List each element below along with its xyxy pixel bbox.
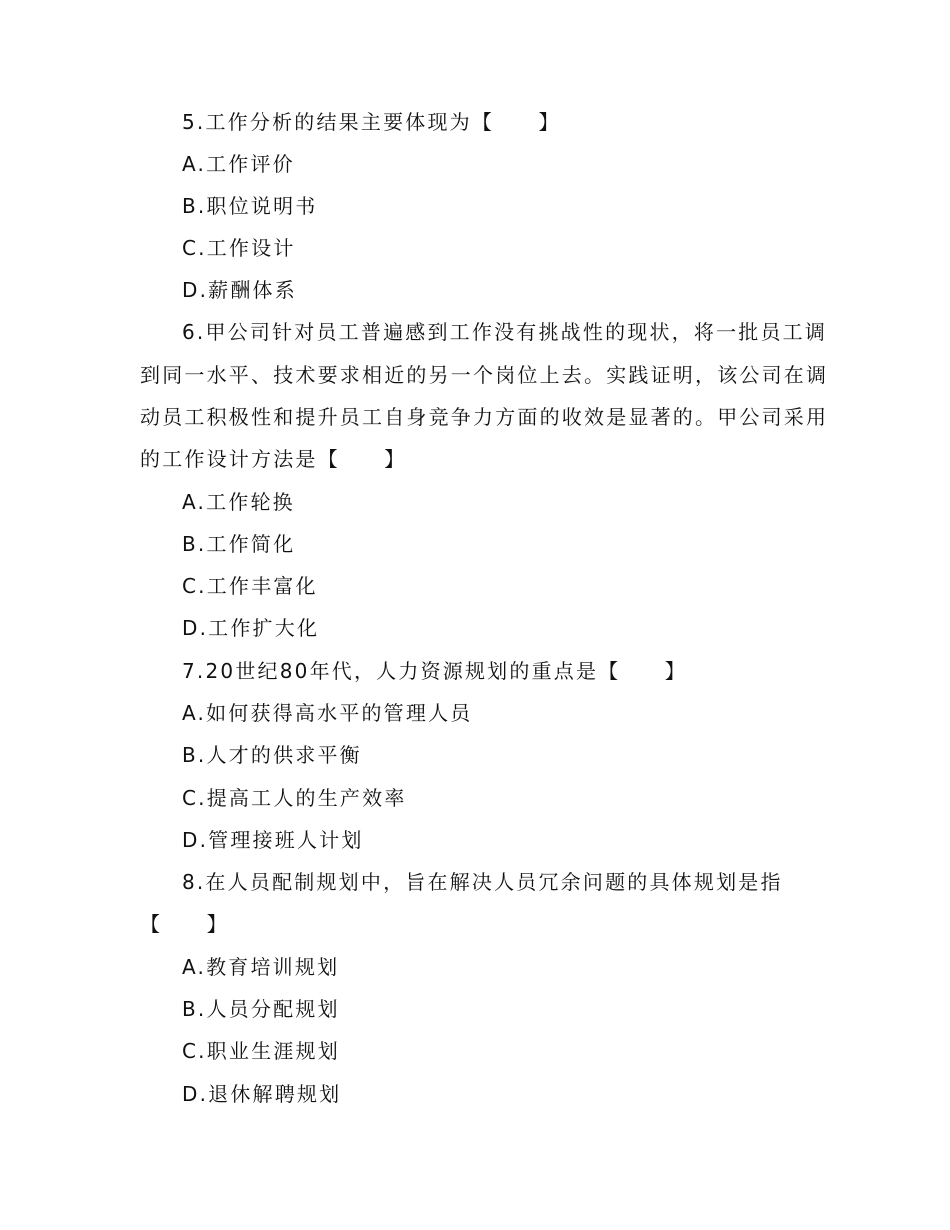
question-7-option-c: C.提高工人的生产效率 [182,786,407,810]
question-8-stem-line-1: 8.在人员配制规划中，旨在解决人员冗余问题的具体规划是指 [182,870,783,894]
question-8-option-b: B.人员分配规划 [182,997,340,1021]
question-5-option-c: C.工作设计 [182,236,296,260]
question-6-option-a: A.工作轮换 [182,490,295,514]
question-7-stem: 7.20世纪80年代，人力资源规划的重点是【 】 [182,659,687,683]
question-8-stem-line-2: 【 】 [140,912,229,936]
question-6-stem-line-4: 的工作设计方法是【 】 [140,447,407,471]
question-5-stem: 5.工作分析的结果主要体现为【 】 [182,110,561,134]
question-6-option-c: C.工作丰富化 [182,574,318,598]
question-6-stem-line-1: 6.甲公司针对员工普遍感到工作没有挑战性的现状，将一批员工调 [182,320,828,344]
question-5-option-b: B.职位说明书 [182,194,318,218]
question-7-option-a: A.如何获得高水平的管理人员 [182,701,473,725]
question-7-option-b: B.人才的供求平衡 [182,743,362,767]
question-8-option-a: A.教育培训规划 [182,955,340,979]
question-6-option-b: B.工作简化 [182,532,296,556]
question-6-stem-line-2: 到同一水平、技术要求相近的另一个岗位上去。实践证明，该公司在调 [140,363,829,387]
question-6-option-d: D.工作扩大化 [182,616,320,640]
question-7-option-d: D.管理接班人计划 [182,828,364,852]
question-8-option-d: D.退休解聘规划 [182,1082,342,1106]
question-6-stem-line-3: 动员工积极性和提升员工自身竞争力方面的收效是显著的。甲公司采用 [140,405,829,429]
question-8-option-c: C.职业生涯规划 [182,1039,340,1063]
question-5-option-a: A.工作评价 [182,152,295,176]
question-5-option-d: D.薪酬体系 [182,278,297,302]
